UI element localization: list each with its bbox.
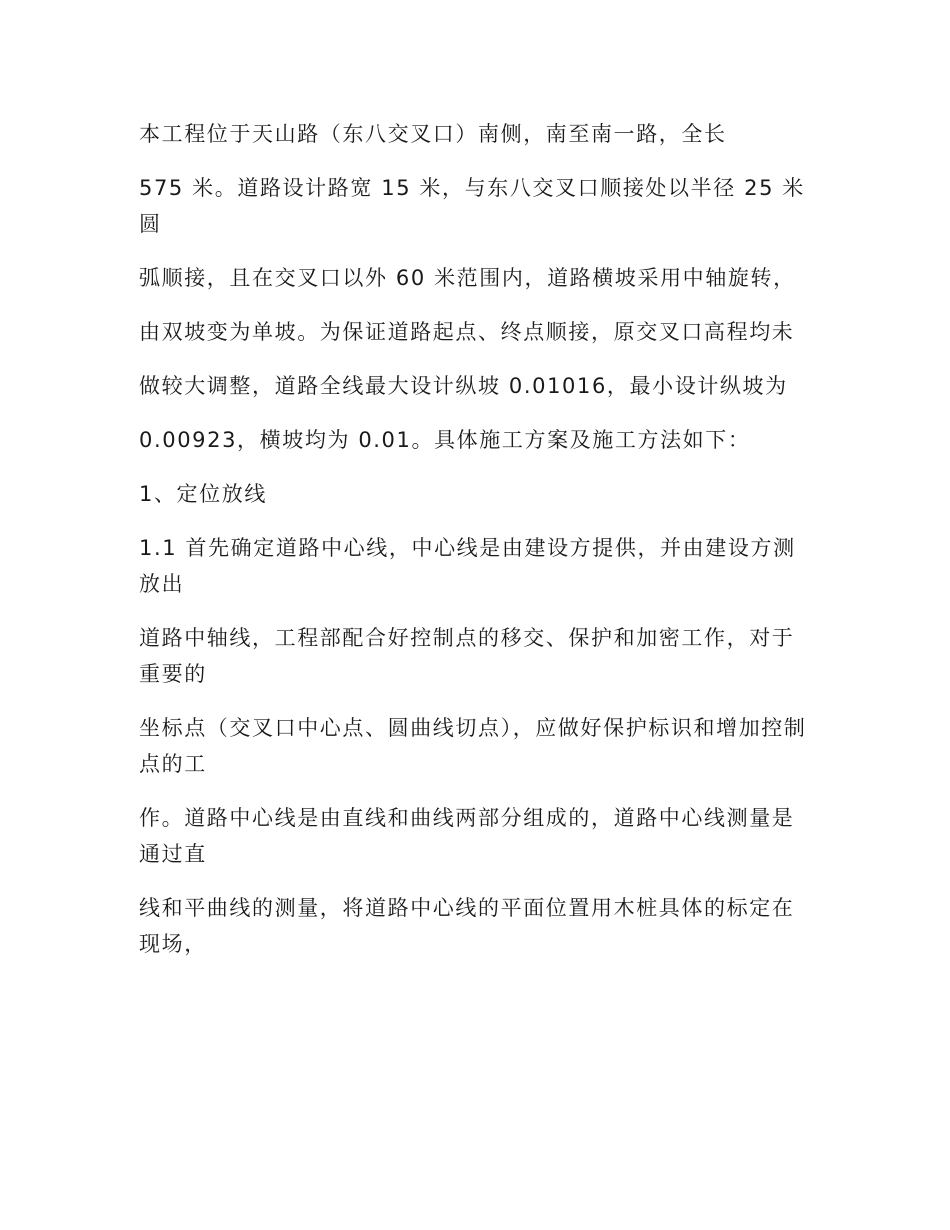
paragraph-8: 1.1 首先确定道路中心线，中心线是由建设方提供，并由建设方测放出: [139, 536, 796, 596]
paragraph-3: 弧顺接，且在交叉口以外 60 米范围内，道路横坡采用中轴旋转，: [139, 266, 796, 290]
paragraph-1: 本工程位于天山路（东八交叉口）南侧，南至南一路，全长: [139, 122, 727, 146]
paragraph-4: 由双坡变为单坡。为保证道路起点、终点顺接，原交叉口高程均未: [139, 320, 795, 344]
paragraph-12: 线和平曲线的测量，将道路中心线的平面位置用木桩具体的标定在现场，: [139, 896, 795, 956]
paragraph-10: 坐标点（交叉口中心点、圆曲线切点），应做好保护标识和增加控制点的工: [139, 716, 807, 776]
paragraph-11: 作。道路中心线是由直线和曲线两部分组成的，道路中心线测量是通过直: [139, 806, 795, 866]
paragraph-9: 道路中轴线，工程部配合好控制点的移交、保护和加密工作，对于重要的: [139, 626, 795, 686]
paragraph-6: 0.00923，横坡均为 0.01。具体施工方案及施工方法如下：: [139, 428, 751, 452]
paragraph-5: 做较大调整，道路全线最大设计纵坡 0.01016，最小设计纵坡为: [139, 374, 788, 398]
paragraph-2: 575 米。道路设计路宽 15 米，与东八交叉口顺接处以半径 25 米圆: [139, 176, 805, 236]
section-heading: 1、定位放线: [139, 482, 267, 506]
document-body: [139, 116, 811, 980]
